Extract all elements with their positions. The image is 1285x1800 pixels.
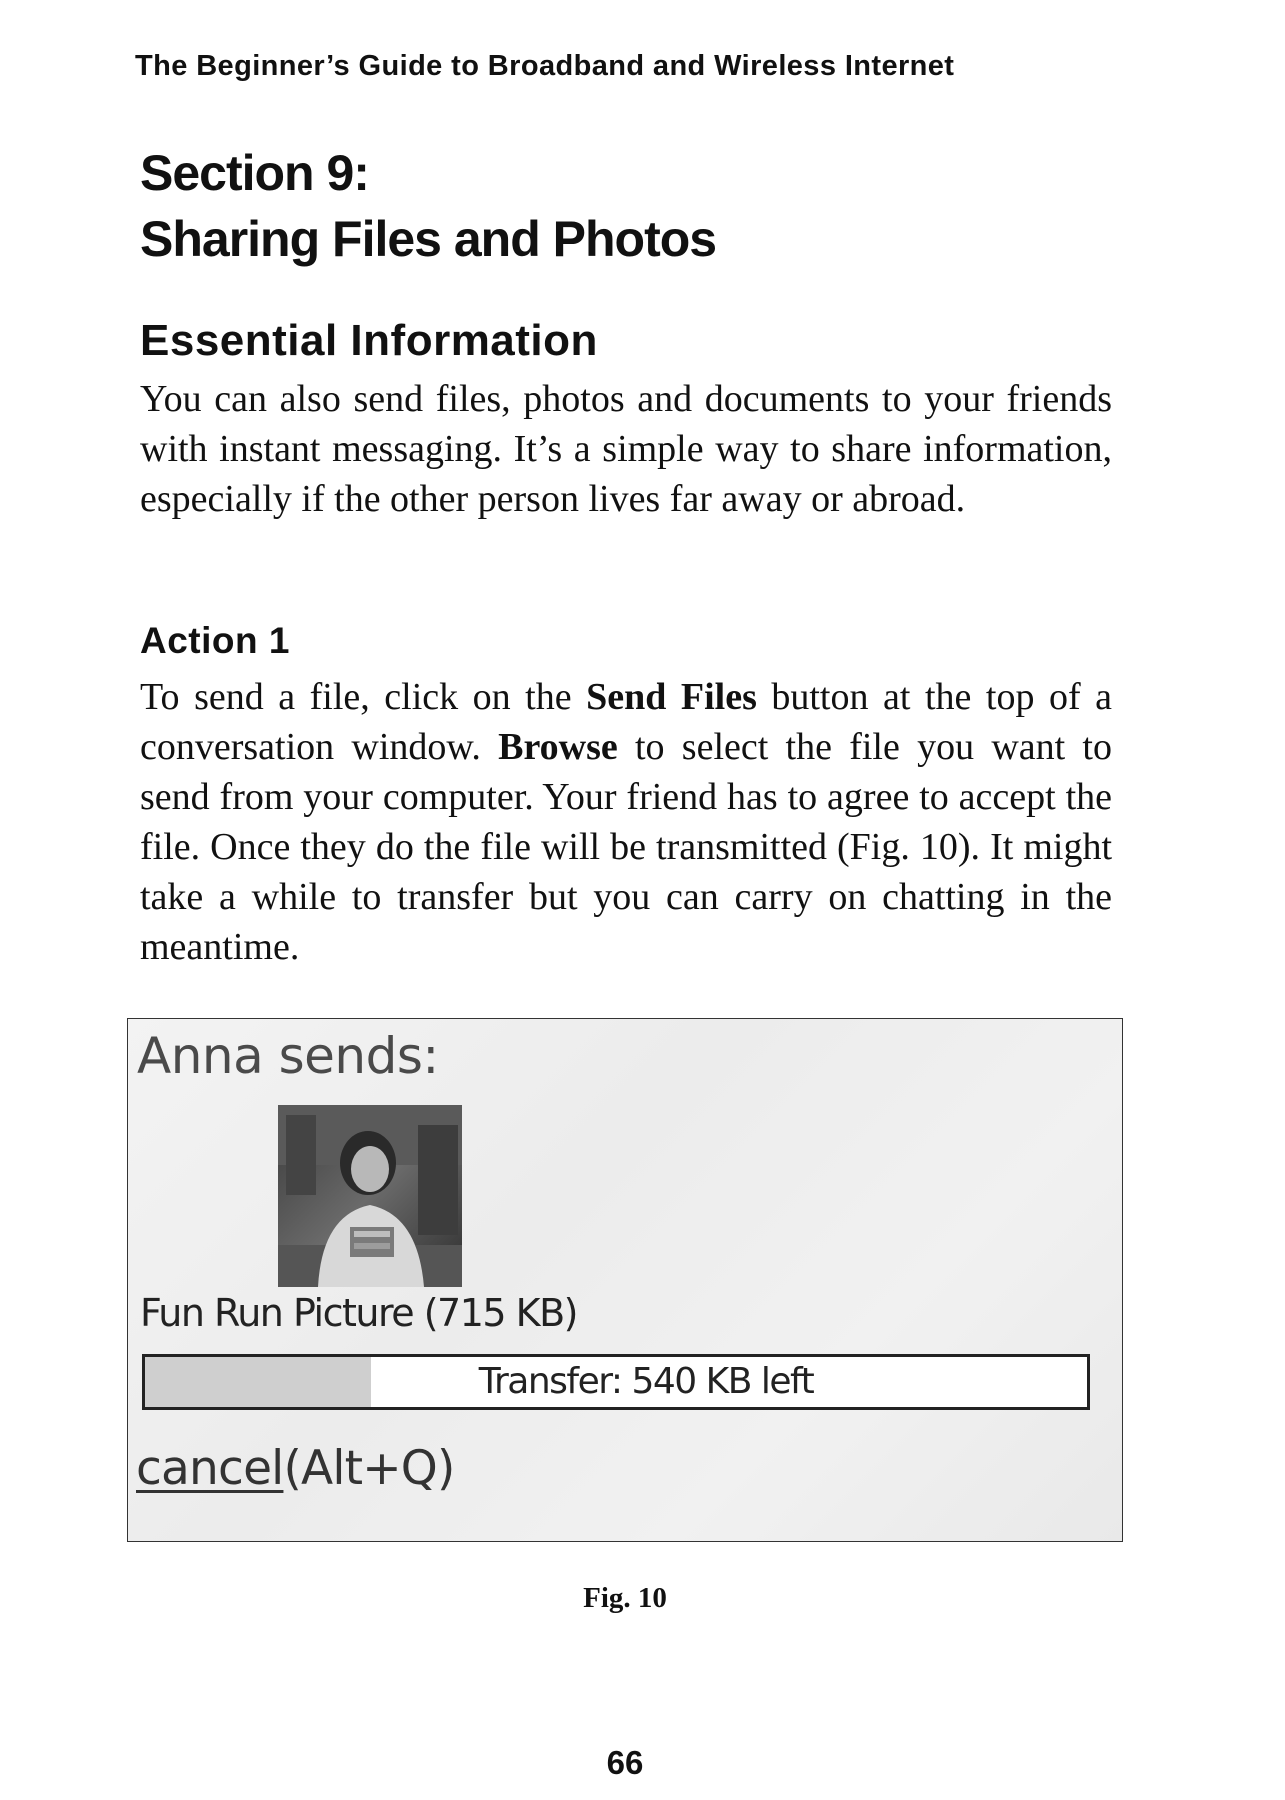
essential-information-text: You can also send files, photos and documents to your friends with instant messaging. It’s a simple way to share information, especially if the other person lives far away or abroad. [140, 378, 1112, 520]
section-number: Section 9: [140, 145, 369, 201]
page-number: 66 [606, 1744, 644, 1781]
action-1-text-part: button at the top of a conversation window. [140, 676, 1112, 768]
action-1-heading: Action 1 [140, 620, 290, 661]
cancel-control [136, 1441, 455, 1496]
section-name: Sharing Files and Photos [140, 211, 717, 267]
running-head: The Beginner’s Guide to Broadband and Wireless Internet [135, 50, 955, 82]
browse-term: Browse [498, 726, 618, 768]
cancel-shortcut: (Alt+Q) [283, 1441, 455, 1496]
action-1-text-part: to select the file you want to send from your computer. Your friend has to agree to accept the file. Once they do the file will be transmitted (Fig. 10). It might take a while to transfer but you can carry on chatting in the meantime. [140, 726, 1112, 968]
figure-caption: Fig. 10 [583, 1582, 667, 1614]
file-transfer-screenshot [127, 1018, 1123, 1542]
send-files-term: Send Files [586, 676, 757, 718]
section-title [140, 140, 716, 272]
sender-label: Anna sends: [137, 1027, 439, 1085]
cancel-link[interactable]: cancel [136, 1441, 284, 1496]
transfer-progress-label: Transfer: 540 KB left [478, 1361, 814, 1402]
transfer-progress-bar [142, 1354, 1090, 1410]
action-1-text-part: To send a file, click on the [140, 676, 587, 718]
action-1-text [140, 672, 1112, 972]
photo-thumbnail[interactable] [278, 1105, 462, 1287]
file-name-label: Fun Run Picture (715 KB) [140, 1291, 577, 1335]
essential-information-heading: Essential Information [140, 316, 598, 365]
